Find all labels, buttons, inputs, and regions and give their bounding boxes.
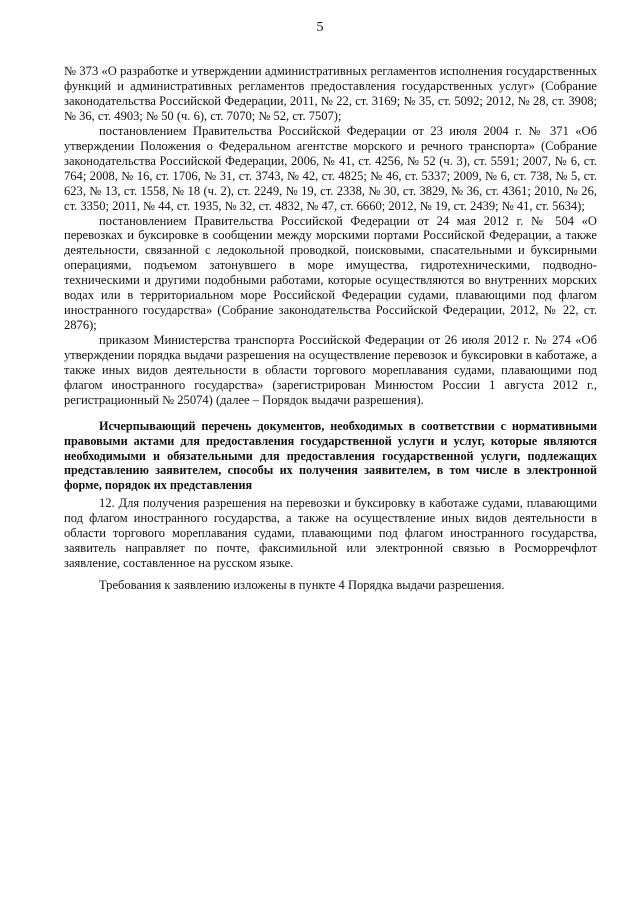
paragraph-order-274: приказом Министерства транспорта Российской Федерации от 26 июля 2012 г. № 274 «Об утверждении порядка выдачи разрешения на осуществление перевозок и буксировки в каботаже, а также иных видов деятельности в области торгового мореплавания судами, плавающими под флагом иностранного государства» (зарегистрирован Минюстом России 1 августа 2012 г., регистрационный № 25074) (далее – Порядок выдачи разрешения). xyxy=(64,333,597,407)
paragraph-resolution-371: постановлением Правительства Российской Федерации от 23 июля 2004 г. № 371 «Об утверждении Положения о Федеральном агентстве морского и речного транспорта» (Собрание законодательства Российской Федерации, 2006, № 41, ст. 4256, № 52 (ч. 3), ст. 5591; 2007, № 6, ст. 764; 2008, № 16, ст. 1706, № 31, ст. 3743, № 42, ст. 4825; № 46, ст. 5337; 2009, № 6, ст. 738, № 5, ст. 623, № 13, ст. 1558, № 18 (ч. 2), ст. 2249, № 19, ст. 2338, № 30, ст. 3829, № 36, ст. 4361; 2010, № 26, ст. 3350; 2011, № 44, ст. 1935, № 32, ст. 4832, № 47, ст. 6660; 2012, № 19, ст. 2439; № 41, ст. 5634); xyxy=(64,123,597,213)
requirements-paragraph: Требования к заявлению изложены в пункте 4 Порядка выдачи разрешения. xyxy=(99,577,505,592)
document-body xyxy=(64,64,597,593)
paragraph-resolution-504: постановлением Правительства Российской Федерации от 24 мая 2012 г. № 504 «О перевозках и буксировке в сообщении между морскими портами Российской Федерации, а также деятельности, связанной с ледокольной проводкой, поисковыми, спасательными и буксирными операциями, подъемом затонувшего в море имущества, гидротехническими, подводно-техническими и другими подобными работами, которые осуществляются во внутренних морских водах или в территориальном море Российской Федерации судами, плавающими под флагом иностранного государства» (Собрание законодательства Российской Федерации, 2012, № 22, ст. 2876); xyxy=(64,213,597,333)
section-heading: Исчерпывающий перечень документов, необходимых в соответствии с нормативными правовыми актами для предоставления государственной услуги и услуг, которые являются необходимыми и обязательными для предоставления государственной услуги, подлежащих представлению заявителем, способы их получения заявителем, в том числе в электронной форме, порядок их представления xyxy=(64,418,597,493)
clause-12: 12. Для получения разрешения на перевозки и буксировку в каботаже судами, плавающими под флагом иностранного государства, а также на осуществление иных видов деятельности в области торгового мореплавания судами, плавающими под флагом иностранного государства, заявитель направляет по почте, факсимильной или электронной связью в Росморречфлот заявление, составленное на русском языке. xyxy=(64,495,597,570)
paragraph-regulation-373: № 373 «О разработке и утверждении административных регламентов исполнения государственных функций и административных регламентов предоставления государственных услуг» (Собрание законодательства Российской Федерации, 2011, № 22, ст. 3169; № 35, ст. 5092; 2012, № 28, ст. 3908; № 36, ст. 4903; № 50 (ч. 6), ст. 7070; № 52, ст. 7507); xyxy=(64,64,597,123)
page-number: 5 xyxy=(316,20,324,35)
